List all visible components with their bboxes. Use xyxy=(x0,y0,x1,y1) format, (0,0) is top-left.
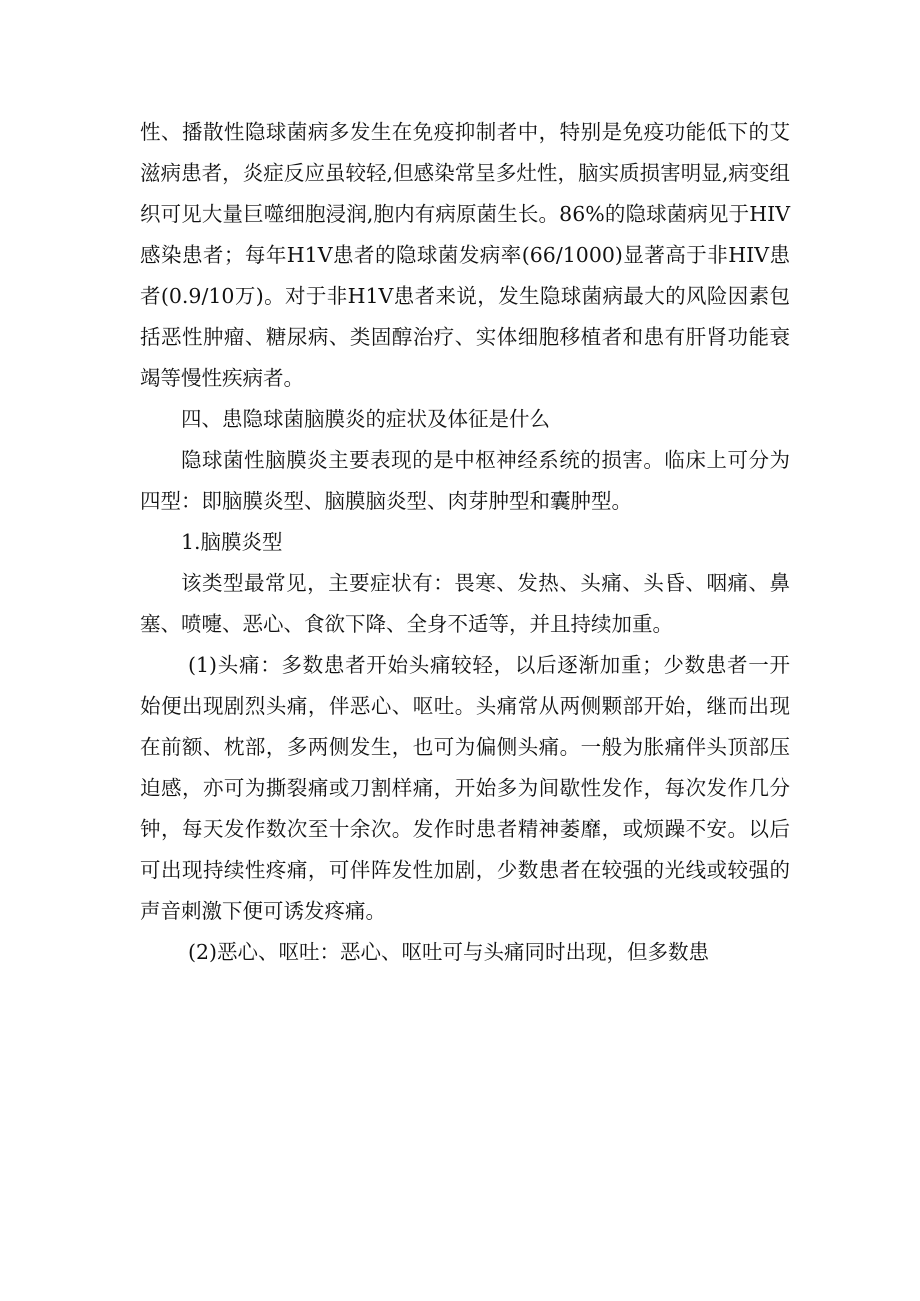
paragraph-common-symptoms: 该类型最常见，主要症状有：畏寒、发热、头痛、头昏、咽痛、鼻塞、喷嚏、恶心、食欲下降、全身不适等，并且持续加重。 xyxy=(140,571,790,636)
section-heading-symptoms: 四、患隐球菌脑膜炎的症状及体征是什么 xyxy=(181,407,550,431)
document-body xyxy=(140,112,790,973)
paragraph-nausea-vomiting: (2)恶心、呕吐：恶心、呕吐可与头痛同时出现，但多数患 xyxy=(188,940,710,964)
paragraph-continuation: 性、播散性隐球菌病多发生在免疫抑制者中，特别是免疫功能低下的艾滋病患者，炎症反应虽较轻,但感染常呈多灶性，脑实质损害明显,病变组织可见大量巨噬细胞浸润,胞内有病原菌生长。86%的隐球菌病见于HIV感染患者；每年H1V患者的隐球菌发病率(66/1000)显著高于非HIV患者(0.9/10万)。对于非H1V患者来说，发生隐球菌病最大的风险因素包括恶性肿瘤、糖尿病、类固醇治疗、实体细胞移植者和患有肝肾功能衰竭等慢性疾病者。 xyxy=(140,120,790,390)
subheading-meningitis-type: 1.脑膜炎型 xyxy=(181,530,283,554)
paragraph-headache: (1)头痛：多数患者开始头痛较轻，以后逐渐加重；少数患者一开始便出现剧烈头痛，伴恶心、呕吐。头痛常从两侧颗部开始，继而出现在前额、枕部，多两侧发生，也可为偏侧头痛。一般为胀痛伴头顶部压迫感，亦可为撕裂痛或刀割样痛，开始多为间歇性发作，每次发作几分钟，每天发作数次至十余次。发作时患者精神萎靡，或烦躁不安。以后可出现持续性疼痛，可伴阵发性加剧，少数患者在较强的光线或较强的声音刺激下便可诱发疼痛。 xyxy=(140,653,790,923)
paragraph-clinical-types: 隐球菌性脑膜炎主要表现的是中枢神经系统的损害。临床上可分为四型：即脑膜炎型、脑膜脑炎型、肉芽肿型和囊肿型。 xyxy=(140,448,790,513)
